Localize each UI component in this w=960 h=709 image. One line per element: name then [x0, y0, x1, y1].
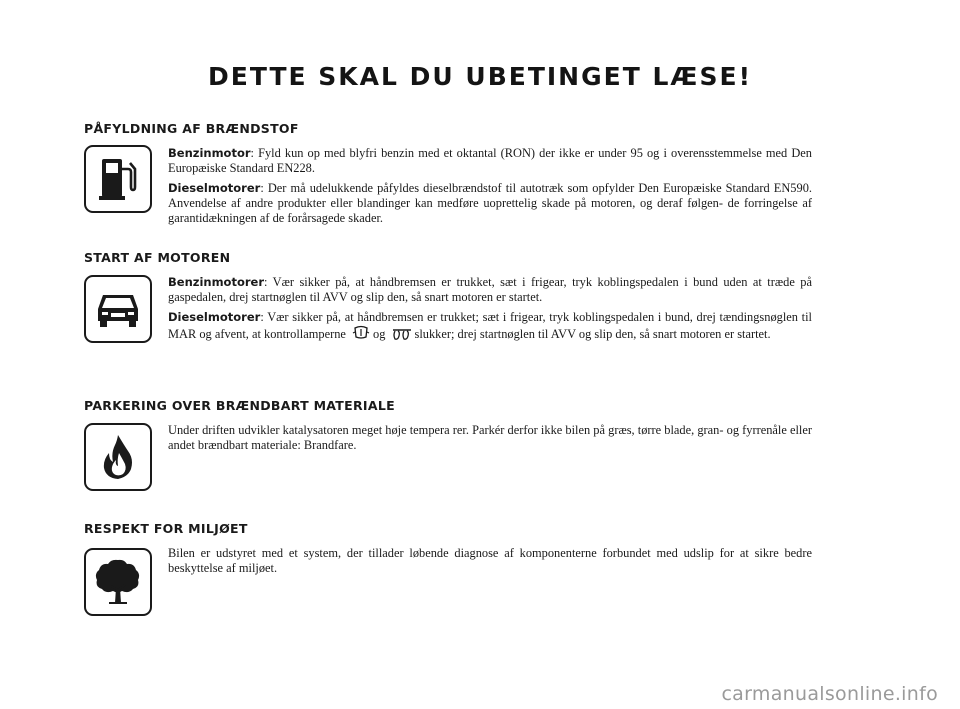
section-text [168, 275, 812, 347]
tree-icon [93, 556, 143, 608]
section-heading: START AF MOTOREN [84, 250, 231, 265]
bold-term: Dieselmotorer [168, 310, 261, 324]
paragraph: Under driften udvikler katalysatoren meget høje tempera rer. Parkér derfor ikke bilen på græs, tørre blade, gran- og fyrrenåle eller andet brændbart materiale: Brandfare. [168, 423, 812, 452]
paragraph: Bilen er udstyret med et system, der tillader løbende diagnose af komponenterne forbundet med udslip for at sikre bedre beskyttelse af miljøet. [168, 546, 812, 575]
glow-plug-icon [391, 327, 413, 341]
paragraph [168, 310, 812, 342]
bold-term: Dieselmotorer [168, 181, 261, 195]
bold-term: Benzinmotorer [168, 275, 264, 289]
preheat-warning-light-icon [351, 325, 371, 341]
paragraph-text: slukker; drej startnøglen til AVV og slip den, så snart motoren er startet. [414, 327, 771, 341]
tree-icon-box [84, 548, 152, 616]
fire-icon-box [84, 423, 152, 491]
fuel-icon-box [84, 145, 152, 213]
paragraph [168, 146, 812, 176]
fuel-pump-icon [96, 155, 140, 203]
section-text [168, 423, 812, 458]
section-heading: RESPEKT FOR MILJØET [84, 521, 248, 536]
section-text [168, 546, 812, 581]
paragraph-text: : Vær sikker på, at håndbremsen er trukket, sæt i frigear, tryk koblingspedalen i bund uden at træde på gaspedalen, drej startnøglen til AVV og slip den, så snart motoren er startet. [168, 275, 812, 304]
section-environment [84, 521, 814, 575]
bold-term: Benzinmotor [168, 146, 251, 160]
section-heading: PÅFYLDNING AF BRÆNDSTOF [84, 121, 299, 136]
paragraph-text: : Vær sikker på, at håndbremsen er trukket; sæt i frigear, tryk koblingspedalen i bund, drej tændingsnøglen til MAR og afvent, at kontrollamperne [168, 310, 812, 341]
section-start-engine [84, 250, 814, 341]
paragraph-text: : Fyld kun op med blyfri benzin med et oktantal (RON) der ikke er under 95 og i overensstemmelse med Den Europæiske Standard EN228. [168, 146, 812, 175]
section-text [168, 146, 812, 231]
paragraph [168, 275, 812, 305]
page-title: DETTE SKAL DU UBETINGET LÆSE! [207, 62, 752, 91]
section-heading: PARKERING OVER BRÆNDBART MATERIALE [84, 398, 395, 413]
section-parking [84, 398, 814, 452]
car-icon-box [84, 275, 152, 343]
connector-text: og [373, 327, 386, 341]
section-fuel [84, 121, 814, 225]
watermark: carmanualsonline.info [721, 683, 938, 705]
paragraph-text: : Der må udelukkende påfyldes dieselbrændstof til autotræk som opfylder Den Europæiske Standard EN590. Anvendelse af andre produkter eller blandinger kan medføre uoprettelig skade på motoren, og deraf følgen- de forringelse af garantidækningen af de forårsagede skader. [168, 181, 812, 225]
car-front-icon [93, 287, 143, 331]
paragraph [168, 181, 812, 226]
fire-icon [98, 433, 138, 481]
